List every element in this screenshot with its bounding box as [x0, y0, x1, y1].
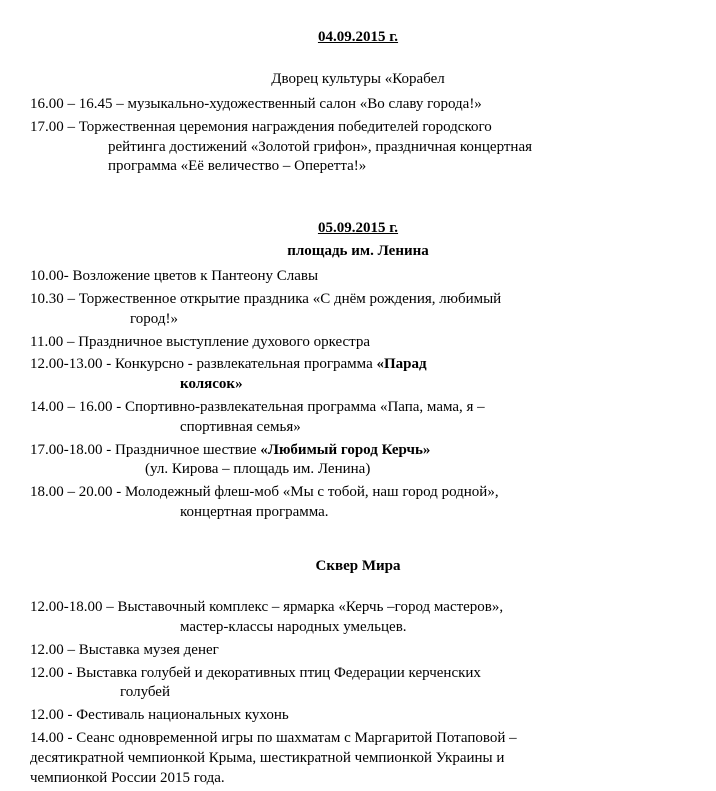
entry-line: 12.00-13.00 - Конкурсно - развлекательная программа «Парад [30, 356, 427, 373]
entry-line: голубей [120, 684, 170, 701]
venue-heading-2: площадь им. Ленина [287, 242, 429, 259]
entry-line: чемпионкой России 2015 года. [30, 769, 225, 786]
entry-emphasis: «Любимый город Керчь» [260, 441, 431, 458]
schedule-entry [30, 483, 686, 523]
spacer [30, 48, 686, 70]
entry-line: 14.00 - Сеанс одновременной игры по шахматам с Маргаритой Потаповой – [30, 730, 517, 747]
spacer [30, 523, 686, 557]
entry-line: мастер-классы народных умельцев. [180, 619, 407, 636]
entry-line: 18.00 – 20.00 - Молодежный флеш-моб «Мы с тобой, наш город родной», [30, 484, 499, 501]
schedule-entry [30, 641, 686, 661]
entry-line: 12.00 - Выставка голубей и декоративных птиц Федерации керченских [30, 664, 481, 681]
entry-line: спортивная семья» [180, 418, 301, 435]
entry-line: колясок» [180, 376, 243, 393]
entry-line: программа «Её величество – Оперетта!» [108, 158, 367, 175]
schedule-entry [30, 729, 686, 788]
entry-line: 10.00- Возложение цветов к Пантеону Славы [30, 268, 319, 285]
schedule-entry [30, 118, 686, 177]
entry-line: (ул. Кирова – площадь им. Ленина) [145, 461, 371, 478]
spacer [30, 576, 686, 598]
entry-line: 11.00 – Праздничное выступление духового оркестра [30, 333, 371, 350]
entry-line: город!» [130, 310, 178, 327]
schedule-entry [30, 95, 686, 115]
venue-heading-3: Сквер Мира [315, 557, 401, 574]
entry-line: 17.00 – Торжественная церемония награждения победителей городского [30, 118, 492, 135]
schedule-entry [30, 290, 686, 330]
date-heading-2: 05.09.2015 г. [317, 220, 399, 237]
schedule-entry [30, 598, 686, 638]
entry-line: 17.00-18.00 - Праздничное шествие «Любимый город Керчь» [30, 441, 431, 458]
entry-line: концертная программа. [180, 503, 329, 520]
entry-line: 12.00-18.00 – Выставочный комплекс – ярмарка «Керчь –город мастеров», [30, 599, 504, 616]
schedule-entry [30, 267, 686, 287]
entry-emphasis: «Парад [376, 356, 427, 373]
date-heading-1: 04.09.2015 г. [317, 29, 399, 45]
entry-line: 12.00 – Выставка музея денег [30, 641, 219, 658]
entry-line: десятикратной чемпионкой Крыма, шестикратной чемпионкой Украины и [30, 749, 505, 766]
spacer [30, 177, 686, 219]
schedule-entry [30, 333, 686, 353]
schedule-entry [30, 398, 686, 438]
venue-heading-1: Дворец культуры «Корабел [271, 70, 445, 87]
entry-line: рейтинга достижений «Золотой грифон», праздничная концертная [108, 138, 533, 155]
schedule-entry [30, 664, 686, 704]
schedule-entry [30, 355, 686, 395]
schedule-entry [30, 441, 686, 481]
entry-line: 12.00 - Фестиваль национальных кухонь [30, 707, 289, 724]
entry-line: 14.00 – 16.00 - Спортивно-развлекательная программа «Папа, мама, я – [30, 398, 485, 415]
entry-line: 10.30 – Торжественное открытие праздника «С днём рождения, любимый [30, 290, 502, 307]
entry-line: 16.00 – 16.45 – музыкально-художественный салон «Во славу города!» [30, 96, 482, 112]
schedule-entry [30, 706, 686, 726]
